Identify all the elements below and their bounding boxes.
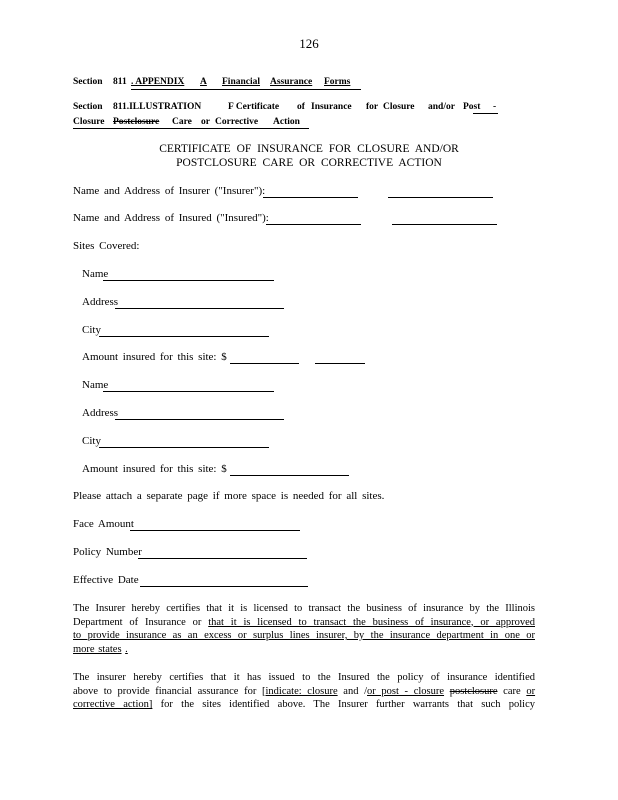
- policy-issued-paragraph: [73, 671, 535, 712]
- effective-date-label: Effective Date: [73, 574, 139, 586]
- site2-address-field[interactable]: [115, 419, 284, 420]
- header2-corrective: Corrective: [215, 117, 259, 127]
- site2-city-field[interactable]: [99, 447, 269, 448]
- header2-action: Action: [273, 117, 300, 127]
- insurer-license-paragraph: [73, 602, 535, 656]
- para2-line2: [73, 685, 535, 699]
- effective-date-field[interactable]: [140, 586, 308, 587]
- para1-line2-b: that it is licensed to transact the business of insurance, or approved: [208, 616, 536, 628]
- header2-or: or: [201, 117, 210, 127]
- form-title-line1: CERTIFICATE OF INSURANCE FOR CLOSURE AND/OR: [159, 143, 459, 155]
- para1-line2-a: Department of Insurance or: [73, 616, 202, 628]
- header2-dash: -: [493, 102, 497, 112]
- insurer-field-2[interactable]: [388, 197, 493, 198]
- insured-field-2[interactable]: [392, 224, 497, 225]
- header2-closure: Closure: [383, 102, 415, 112]
- header-assurance: Assurance: [270, 77, 313, 87]
- site1-city-field[interactable]: [99, 336, 269, 337]
- face-amount-label: Face Amount: [73, 518, 134, 530]
- header2-underline: [73, 128, 309, 129]
- site1-city-label: City: [82, 324, 101, 336]
- header2-andor: and/or: [428, 102, 455, 112]
- header2-illustration: 811.ILLUSTRATION: [113, 102, 202, 112]
- sites-covered-label: Sites Covered:: [73, 240, 140, 252]
- header2-of: of: [297, 102, 305, 112]
- site1-address-field[interactable]: [115, 308, 284, 309]
- policy-number-field[interactable]: [138, 558, 307, 559]
- insurer-label: Name and Address of Insurer ("Insurer"):: [73, 185, 266, 197]
- header2-care: Care: [172, 117, 192, 127]
- header2-post-underline: [473, 113, 498, 114]
- header-appendix: . APPENDIX: [131, 77, 185, 87]
- insurer-field[interactable]: [263, 197, 358, 198]
- site2-address-label: Address: [82, 407, 119, 419]
- header-letter: A: [200, 77, 207, 87]
- header2-postclosure: Postclosure: [113, 117, 160, 127]
- para2-line3-a: corrective action]: [73, 699, 153, 710]
- header-forms: Forms: [324, 77, 351, 87]
- site2-amount-label: Amount insured for this site: $: [82, 463, 227, 475]
- site2-name-label: Name: [82, 379, 109, 391]
- site1-amount-field[interactable]: [230, 363, 299, 364]
- site2-city-label: City: [82, 435, 101, 447]
- para2-line2-g: or: [526, 685, 536, 697]
- para2-line2-f: care: [503, 685, 521, 697]
- insured-label: Name and Address of Insured ("Insured"):: [73, 212, 269, 224]
- para1-line1: The Insurer hereby certifies that it is licensed to transact the business of insurance by the Illinois: [73, 603, 535, 614]
- site2-name-field[interactable]: [103, 391, 274, 392]
- header2-closure2: Closure: [73, 117, 105, 127]
- para2-line2-b: [indicate: closure: [262, 685, 338, 697]
- header-number: 811: [113, 77, 127, 87]
- para2-line3-b: for the sites identified above. The Insurer further warrants that such policy: [160, 699, 536, 710]
- site1-name-label: Name: [82, 268, 109, 280]
- para1-line4: more states .: [73, 643, 128, 655]
- page-number: 126: [299, 36, 319, 51]
- para1-line2: [73, 616, 535, 630]
- site1-address-label: Address: [82, 296, 119, 308]
- para2-line2-c: and /: [343, 685, 368, 697]
- site1-amount-label: Amount insured for this site: $: [82, 351, 227, 363]
- para2-line3: [73, 698, 535, 712]
- header2-post: Post: [463, 102, 481, 112]
- para2-line2-d: or post - closure: [367, 685, 445, 697]
- para2-line2-a: above to provide financial assurance for: [73, 685, 257, 697]
- site2-amount-field[interactable]: [230, 475, 349, 476]
- para2-line1: The insurer hereby certifies that it has issued to the Insured the policy of insurance identified: [73, 672, 535, 683]
- face-amount-field[interactable]: [130, 530, 300, 531]
- header-underline: [131, 89, 361, 90]
- site1-amount-field-2[interactable]: [315, 363, 365, 364]
- header2-certificate: F Certificate: [228, 102, 280, 112]
- para1-line3: to provide insurance as an excess or surplus lines insurer, by the insurance department in one or: [73, 630, 535, 641]
- header2-for: for: [366, 102, 379, 112]
- form-title-line2: POSTCLOSURE CARE OR CORRECTIVE ACTION: [176, 157, 442, 169]
- policy-number-label: Policy Number: [73, 546, 142, 558]
- insured-field[interactable]: [266, 224, 361, 225]
- header2-insurance: Insurance: [311, 102, 352, 112]
- attach-note: Please attach a separate page if more space is needed for all sites.: [73, 490, 385, 502]
- header-section: Section: [73, 77, 103, 87]
- site1-name-field[interactable]: [103, 280, 274, 281]
- header-financial: Financial: [222, 77, 261, 87]
- header2-section: Section: [73, 102, 103, 112]
- para2-line2-e: postclosure: [449, 685, 498, 697]
- para1-line4-text: more states: [73, 643, 122, 655]
